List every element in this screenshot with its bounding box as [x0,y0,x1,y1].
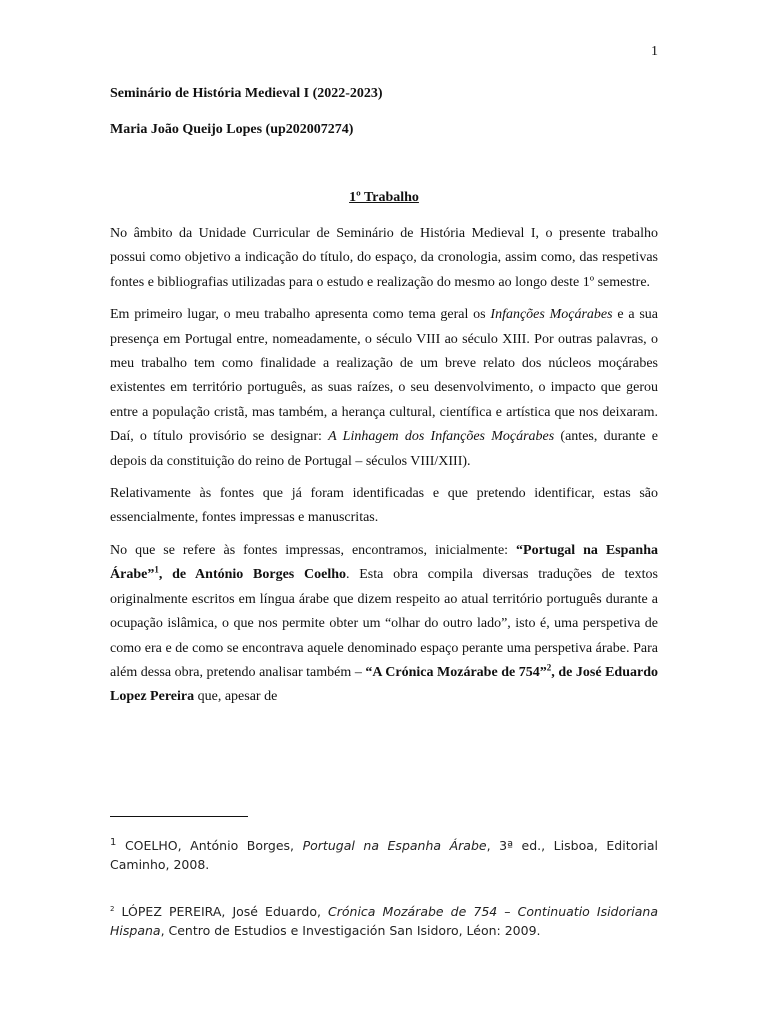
author-heading: Maria João Queijo Lopes (up202007274) [110,122,354,137]
text-run: COELHO, António Borges, [116,838,303,853]
text-run: . Esta obra compila diversas traduções de textos originalmente escritos em língua árabe que dizem respeito ao atual território português durante a ocupação islâmica, o que nos permite obter um “olhar do outro lado”, isto é, uma perspetiva de como era e de como se encontrava aquele denominado espaço perante uma perspetiva árabe. Para além dessa obra, pretendo analisar também – [110,567,658,680]
bold-run: “Portugal na Espanha Árabe” [110,542,658,583]
text-run: , 3ª ed., Lisboa, Editorial Caminho, 2008. [110,838,659,872]
paragraph-2 [110,303,658,474]
italic-run: Crónica Mozárabe de 754 – Continuatio Isidoriana Hispana [110,904,658,938]
bold-run: , de António Borges Coelho [158,567,346,583]
seminar-heading: Seminário de História Medieval I (2022-2023) [110,86,383,101]
footnote-2 [110,902,658,940]
page-number: 1 [651,44,658,59]
text-run: que, apesar de [194,689,278,705]
footnote-ref-2[interactable]: 2 [546,662,552,673]
paragraph-4 [110,539,658,710]
paragraph-1: No âmbito da Unidade Curricular de Seminário de História Medieval I, o presente trabalho possui como objetivo a indicação do título, do espaço, da cronologia, assim como, das respetivas fontes e bibliografias utilizadas para o estudo e realização do mesmo ao longo deste 1º semestre. [110,226,658,290]
body-text [110,222,658,718]
footnote-separator [110,816,248,817]
text-run: Em primeiro lugar, o meu trabalho apresenta como tema geral os [110,307,491,323]
footnote-marker: 1 [110,836,117,848]
paragraph-3: Relativamente às fontes que já foram identificadas e que pretendo identificar, estas são essencialmente, fontes impressas e manuscritas. [110,486,658,526]
bold-run: “A Crónica Mozárabe de 754” [365,664,547,680]
text-run: (antes, durante e depois da constituição do reino de Portugal – séculos VIII/XIII). [110,429,658,469]
footnote-1 [110,836,658,874]
text-run: e a sua presença em Portugal entre, nomeadamente, o século VIII ao século XIII. Por outras palavras, o meu trabalho tem como finalidade a realização de um breve relato dos núcleos moçárabes existentes em território português, as suas raízes, o seu desenvolvimento, o impacto que gerou entre a população cristã, mas também, a herança cultural, científica e artística que nos deixaram. Daí, o título provisório se designar: [110,307,658,445]
italic-run: Portugal na Espanha Árabe [302,838,487,853]
text-run: No que se refere às fontes impressas, encontramos, inicialmente: [110,542,517,558]
text-run: LÓPEZ PEREIRA, José Eduardo, [114,904,329,919]
text-run: , Centro de Estudios e Investigación San Isidoro, Léon: 2009. [160,923,541,938]
italic-run: Infanções Moçárabes [490,307,613,323]
document-title: 1º Trabalho [349,190,419,205]
italic-run: A Linhagem dos Infanções Moçárabes [328,429,555,445]
footnote-ref-1[interactable]: 1 [154,564,159,575]
bold-run: , de José Eduardo Lopez Pereira [110,664,659,705]
footnote-marker: 2 [110,904,115,913]
